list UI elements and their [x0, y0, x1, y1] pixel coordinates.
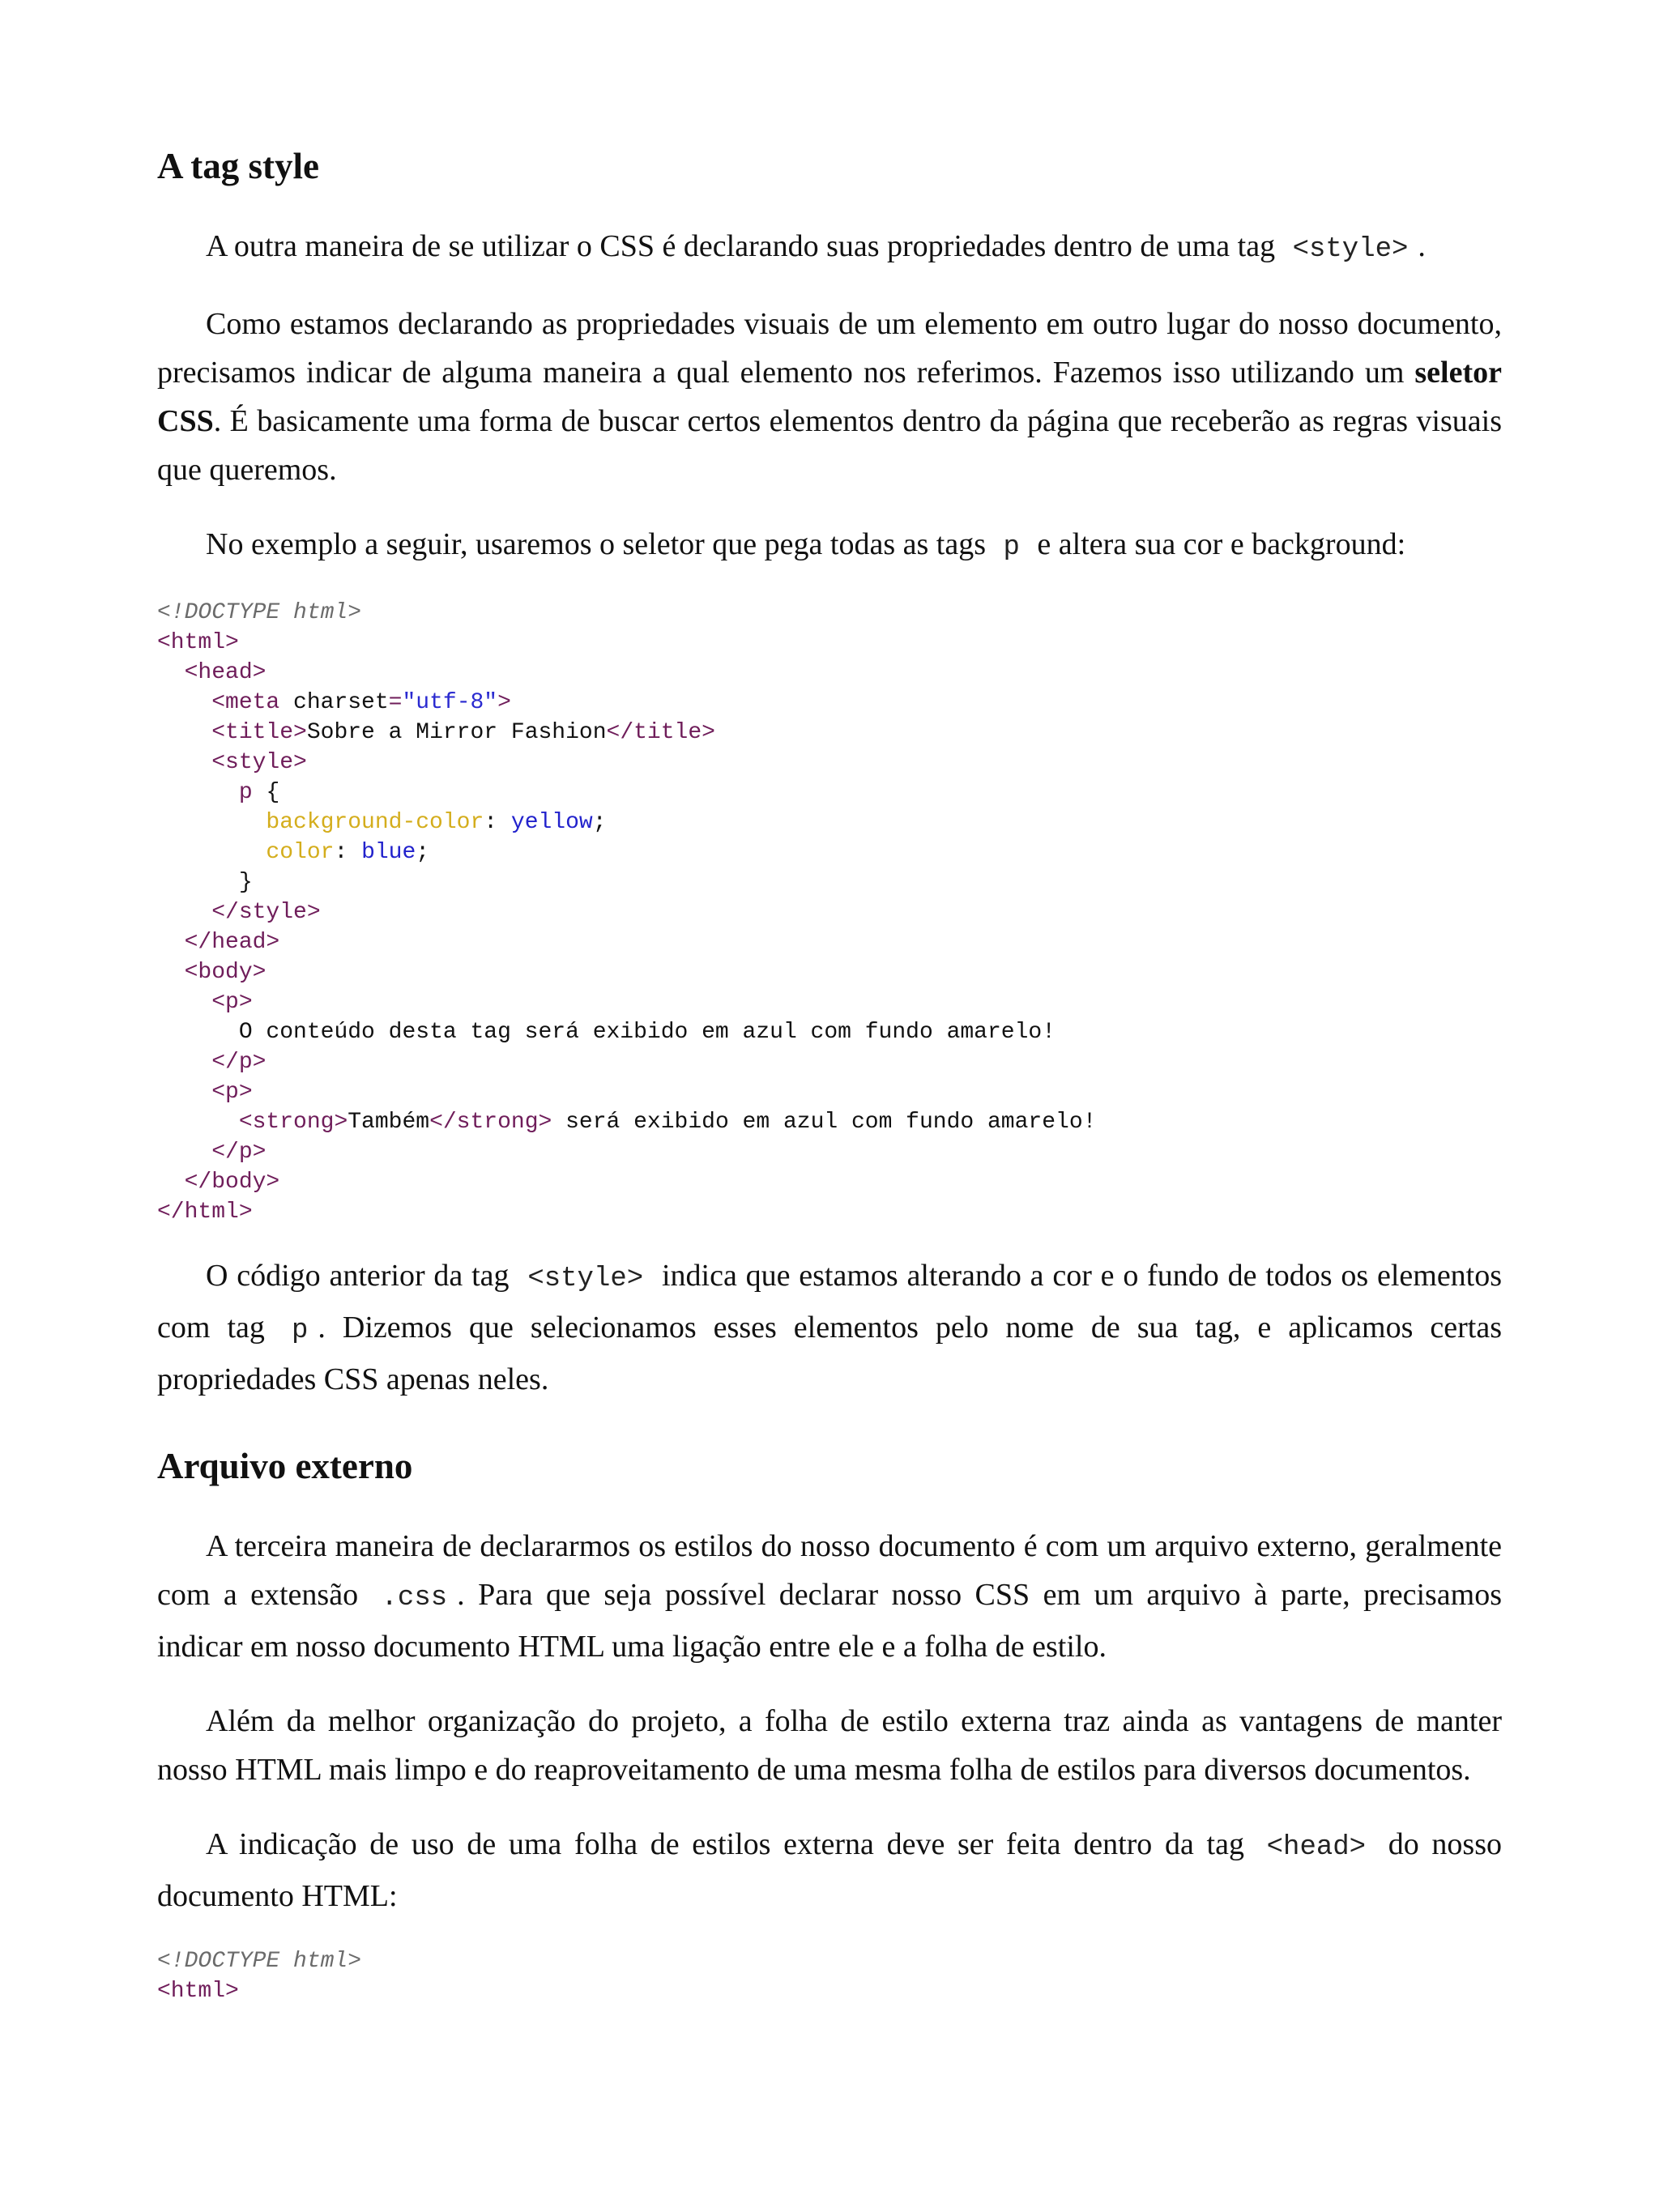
code-line: <html> [157, 630, 239, 655]
text: No exemplo a seguir, usaremos o seletor que pega todas as tags [206, 527, 986, 561]
inline-code: .css [381, 1583, 448, 1613]
code-line: p { [238, 780, 280, 805]
text: A terceira maneira de declararmos os estilos do nosso documento é com um arquivo externo, geralmente com a extensão [157, 1529, 1502, 1612]
code-line: </head> [184, 930, 280, 955]
text: do nosso documento HTML: [157, 1827, 1503, 1913]
code-line: background-color: yellow; [266, 810, 607, 835]
code-line: </html> [157, 1200, 253, 1225]
code-line: <p> [211, 990, 253, 1015]
code-line: O conteúdo desta tag será exibido em azul com fundo amarelo! [238, 1020, 1056, 1045]
code-line: <meta charset="utf-8"> [211, 690, 511, 715]
text: indica que estamos alterando a cor e o fundo de todos os elementos com tag [157, 1259, 1503, 1345]
code-block-external-example [157, 1946, 1502, 2006]
paragraph-example-intro [157, 520, 1502, 572]
paragraph-selector-explanation [157, 300, 1502, 494]
code-line: <p> [211, 1080, 253, 1105]
code-line: <!DOCTYPE html> [157, 600, 362, 625]
paragraph-external-advantages: Além da melhor organização do projeto, a folha de estilo externa traz ainda as vantagens de manter nosso HTML mais limpo e do reaproveitamento de uma mesma folha de estilos para diversos documentos. [157, 1704, 1502, 1787]
inline-code: <style> [527, 1264, 644, 1294]
code-line: </style> [211, 900, 321, 925]
inline-code: <style> [1292, 234, 1409, 265]
code-line: <style> [211, 750, 307, 775]
text: O código anterior da tag [206, 1259, 510, 1293]
text: . Dizemos que selecionamos esses elementos pelo nome de sua tag, e aplicamos certas propriedades CSS apenas neles. [157, 1311, 1502, 1396]
paragraph-style-intro [157, 222, 1502, 274]
inline-code: p [1003, 532, 1020, 563]
text: . [1418, 229, 1426, 263]
text: Como estamos declarando as propriedades visuais de um elemento em outro lugar do nosso documento, precisamos indicar de alguma maneira a qual elemento nos referimos. Fazemos isso utilizando um [157, 307, 1502, 390]
code-line: <head> [184, 660, 267, 685]
text: A indicação de uso de uma folha de estilos externa deve ser feita dentro da tag [206, 1827, 1244, 1861]
inline-code: <head> [1266, 1832, 1367, 1863]
text: . Para que seja possível declarar nosso CSS em um arquivo à parte, precisamos indicar em nosso documento HTML uma ligação entre ele e a folha de estilo. [157, 1578, 1503, 1664]
paragraph-head-indication [157, 1820, 1502, 1920]
paragraph-code-explanation [157, 1251, 1502, 1404]
code-line: <title>Sobre a Mirror Fashion</title> [211, 720, 715, 745]
code-line: <!DOCTYPE html> [157, 1949, 362, 1974]
section-heading-tag-style: A tag style [157, 146, 319, 186]
code-block-style-example [157, 598, 1502, 1227]
page-content [157, 144, 1502, 2031]
code-line: </p> [211, 1140, 267, 1165]
paragraph-external-intro [157, 1522, 1502, 1671]
inline-code: p [291, 1315, 309, 1346]
bold-term: seletor CSS [157, 356, 1502, 438]
code-line: <strong>Também</strong> será exibido em azul com fundo amarelo! [238, 1110, 1097, 1135]
code-line: <body> [184, 960, 267, 985]
text: A outra maneira de se utilizar o CSS é declarando suas propriedades dentro de uma tag [206, 229, 1276, 263]
code-line: color: blue; [266, 840, 430, 865]
text: . É basicamente uma forma de buscar certos elementos dentro da página que receberão as regras visuais que queremos. [157, 404, 1502, 487]
code-line: <html> [157, 1979, 239, 2004]
section-heading-external-file: Arquivo externo [157, 1446, 413, 1486]
code-line: </p> [211, 1050, 267, 1075]
text: e altera sua cor e background: [1037, 527, 1406, 561]
code-line: </body> [184, 1170, 280, 1195]
code-line: } [238, 870, 253, 895]
